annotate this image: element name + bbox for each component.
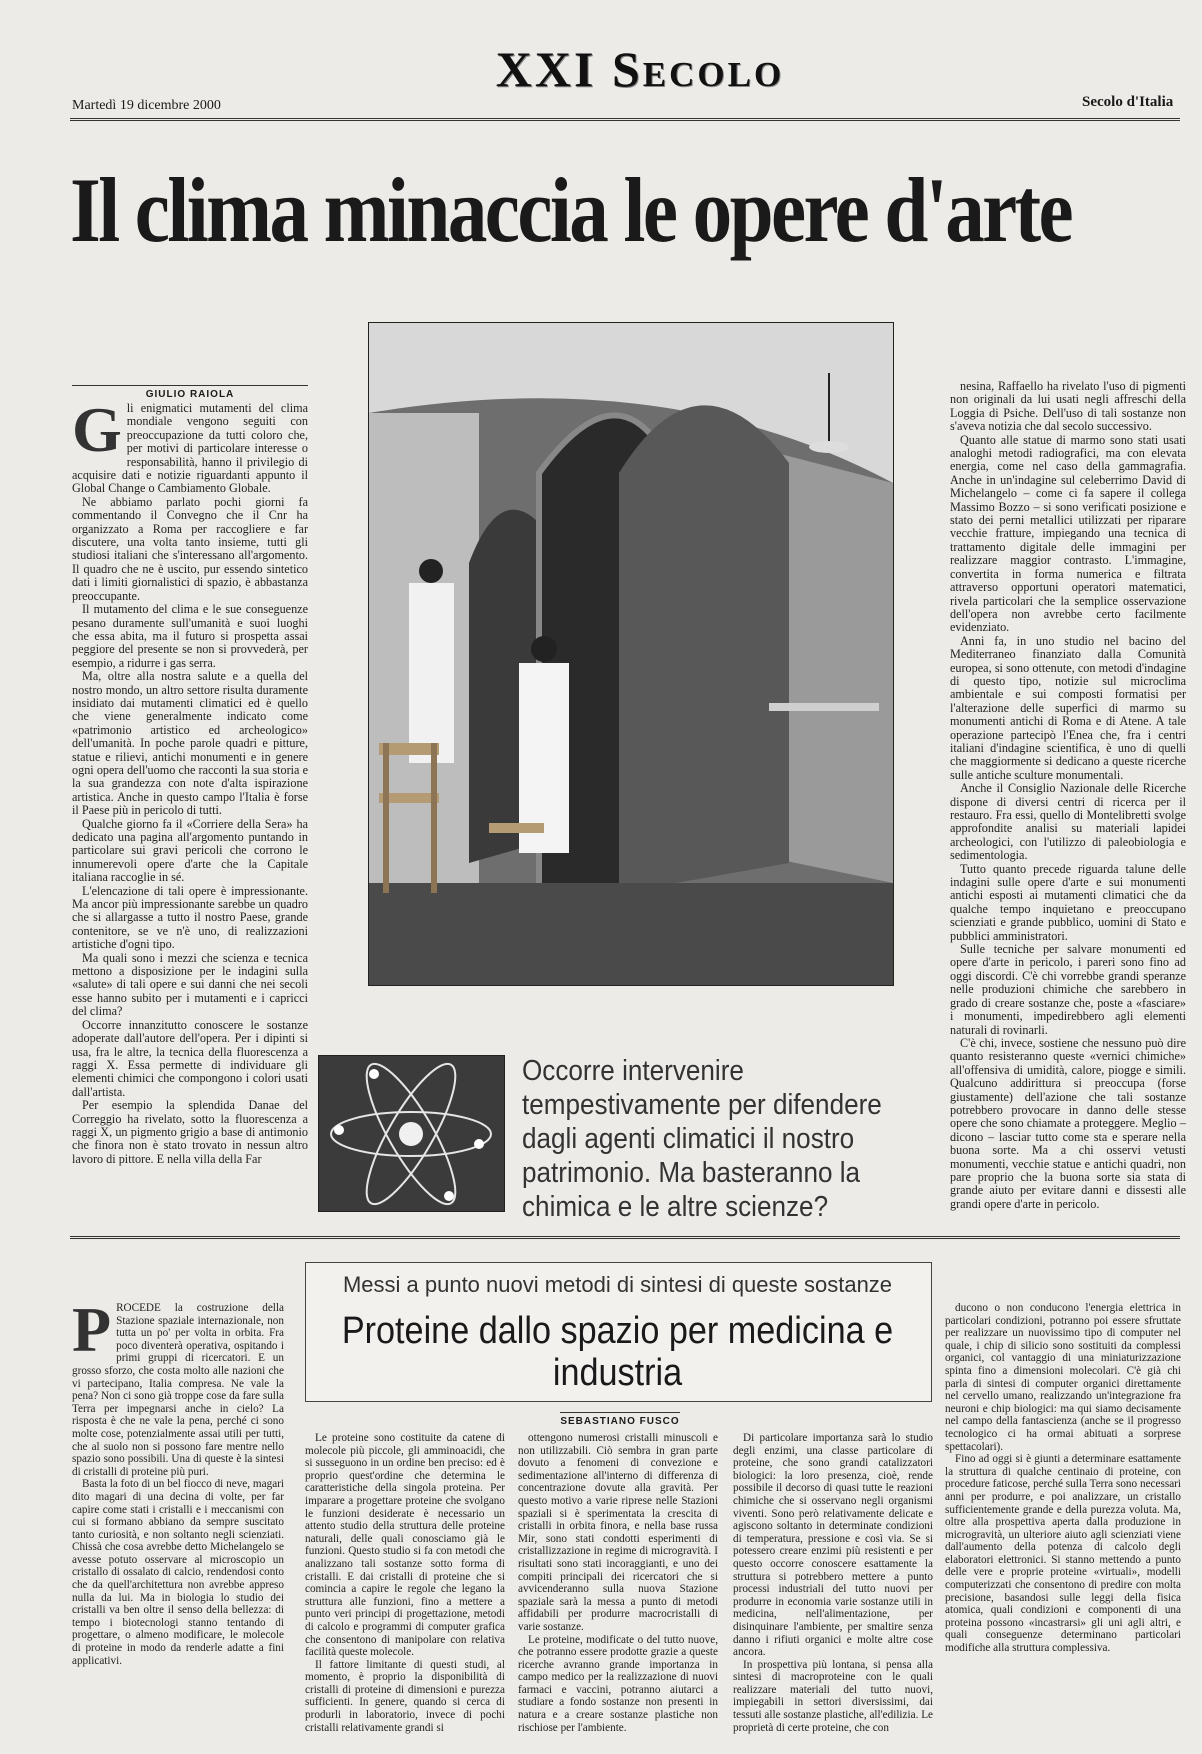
sidebar-column-5	[945, 1302, 1181, 1722]
paragraph: Anche il Consiglio Nazionale delle Ricerche dispone di diversi centri di ricerca per il restauro. Fra essi, quello di Montelibretti svolge approfondite analisi su materiali lapidei archeologici, con l'utilizzo di paleobiologia e sedimentologia.	[950, 781, 1186, 863]
sidebar-column-1	[72, 1294, 284, 1722]
sidebar-dropcap: P	[72, 1294, 112, 1365]
paragraph: Per esempio la splendida Danae del Correggio ha rivelato, sotto la fluorescenza a raggi X, un pigmento grigio a base di antimonio che finora non è stato trovato in nessun altro lavoro di pittore. E nella villa della Far	[72, 1098, 308, 1166]
dropcap: G	[72, 394, 122, 465]
masthead-rule	[70, 118, 1180, 121]
pull-quote: Occorre intervenire tempestivamente per difendere dagli agenti climatici il nostro patrimonio. Ma basteranno la chimica e le altre scienze?	[522, 1055, 882, 1223]
paragraph: Tutto quanto precede riguarda talune delle indagini sulle opere d'arte e sui monumenti antichi esposti ai mutamenti climatici che da qualche tempo inquietano e preoccupano scienziati e grande pubblico, uomini di Stato e pubblici amministratori.	[950, 861, 1186, 943]
paragraph: Ne abbiamo parlato pochi giorni fa commentando il Convegno che il Cnr ha organizzato a Roma per raccogliere e far discutere, una volta tanto insieme, tutti gli studiosi italiani che s'interessano all'argomento. Il quadro che ne è uscito, pur essendo sintetico dati i limiti giornalistici di spazio, è abbastanza preoccupante.	[72, 494, 308, 603]
sidebar-column-3	[518, 1432, 718, 1734]
paragraph: Basta la foto di un bel fiocco di neve, magari dito magari di una decina di volte, per far capire come stati i cristalli e i meccanismi con cui si formano abbiano da sempre suscitato tanto curiosità, e non soltanto negli scienziati. Chissà che cosa avrebbe detto Michelangelo se avesse potuto osservare al microscopio un cristallo di ossalato di calcio, rendendosi conto che da quell'architettura non avrebbe appreso nulla da lui. Ma in biologia lo studio dei cristalli va ben oltre il senso della bellezza: di tempo i biotecnologi stanno tentando di progettare, o almeno modificare, le molecole di proteine in modo da renderle adatte a fini applicativi.	[72, 1478, 284, 1667]
paper-name: Secolo d'Italia	[1082, 94, 1174, 110]
paragraph: Di particolare importanza sarà lo studio degli enzimi, una classe particolare di proteine, che sono grandi catalizzatori biologici: la loro presenza, cioè, rende possibile il decorso di quasi tutte le reazioni chimiche che si osservano negli organismi viventi. Sono però relativamente delicate e agiscono soltanto in determinate condizioni di temperatura, pressione e così via. Se si potessero creare enzimi più resistenti e per questo occorre conoscere esattamente la struttura si potrebbero mettere a punto processi industriali del tutto nuovi per produrre in economia varie sostanze utili in medicina, nell'alimentazione, per disinquinare l'ambiente, per smaltire senza danno i rifiuti organici e molte altre cose ancora.	[733, 1432, 933, 1659]
article-column-2	[950, 380, 1186, 1230]
sidebar-kicker: Messi a punto nuovi metodi di sintesi di queste sostanze	[342, 1272, 893, 1297]
paragraph: Qualche giorno fa il «Corriere della Sera» ha dedicato una pagina all'argomento puntando in particolare sui gravi pericoli che corrono le innumerevoli opere d'arte che la Capitale italiana raccoglie in sé.	[72, 816, 308, 885]
atom-illustration	[318, 1055, 505, 1212]
paragraph: Sulle tecniche per salvare monumenti ed opere d'arte in pericolo, i pareri sono fino ad oggi discordi. C'è chi vorrebbe grandi speranze nelle produzioni chimiche che sarebbero in grado di creare sostanze che, poste a «fasciare» i monumenti, impedirebbero agli elementi naturali di rovinarli.	[950, 942, 1186, 1037]
sidebar-title: Proteine dallo spazio per medicina e industria	[341, 1310, 894, 1394]
paragraph: Le proteine, modificate o del tutto nuove, che potranno essere prodotte grazie a queste ricerche avranno grande importanza in campo medico per la realizzazione di nuovi farmaci e vaccini, potranno aiutarci a studiare a fondo sostanze non presenti in natura e a creare sostanze plastiche non rischiose per l'ambiente.	[518, 1633, 718, 1734]
paragraph: L'elencazione di tali opere è impressionante. Ma ancor più impressionante sarebbe un quadro che si allargasse a tutto il nostro Paese, grande contenitore, se ve n'è uno, di realizzazioni artistiche d'ogni tipo.	[72, 883, 308, 952]
sidebar-byline: SEBASTIANO FUSCO	[560, 1412, 680, 1427]
paragraph: nesina, Raffaello ha rivelato l'uso di pigmenti non originali da lui usati negli affreschi della Loggia di Psiche. Dell'uso di tali sostanze non s'aveva notizia che dal secolo successivo.	[950, 379, 1186, 434]
atom-icon	[319, 1056, 504, 1211]
lab-photo	[368, 322, 894, 986]
section-divider	[70, 1236, 1180, 1239]
paragraph: Ma, oltre alla nostra salute e a quella del nostro mondo, un altro settore risulta duramente insidiato dai mutamenti climatici ed è quello che viene generalmente indicato come «patrimonio artistico ed archeologico» dell'umanità. In poche parole quadri e pitture, statue e rilievi, antichi monumenti e in genere ogni opera dell'uomo che racconti la sua storia e la sua grandezza con note d'alta ispirazione artistica. Anche in questo campo l'Italia è forse il Paese più in pericolo di tutti.	[72, 669, 308, 818]
lab-photo-illustration	[369, 323, 893, 985]
paragraph: C'è chi, invece, sostiene che nessuno può dire quanto resisteranno queste «vernici chimiche» all'offensiva di umidità, calore, piogge e simili. Qualcuno addirittura si preoccupa (forse giustamente) dell'azione che tali sostanze potrebbero provocare in danno delle stesse opere che sono chiamate a proteggere. Meglio – dicono – lasciar tutto come sta e sperare nella buona sorte. Ma a chi osservi vetusti monumenti, vecchie statue e antichi quadri, non pare proprio che la buona sorte sia stata di grande aiuto per evitare danni e dissesti alle grandi opere d'arte in pericolo.	[950, 1035, 1186, 1211]
paragraph: ottengono numerosi cristalli minuscoli e non utilizzabili. Ciò sembra in gran parte dovuto a fenomeni di convezione e sedimentazione all'interno di differenza di concentrazione dovute alla gravità. Per questo motivo a varie riprese nelle Stazioni spaziali si è sperimentata la crescita di cristalli in orbita finora, e nella base russa Mir, sono stati condotti esperimenti di cristallizzazione in regime di microgravità. I risultati sono stati incoraggianti, e uno dei compiti principali dei ricercatori che si avvicenderanno sulla nuova Stazione spaziale sarà la messa a punto di metodi affidabili per produrre macrocristalli di varie sostanze.	[518, 1432, 718, 1633]
section-title: XXI Secolo	[495, 41, 785, 97]
sidebar-column-2	[305, 1432, 505, 1734]
paragraph: li enigmatici mutamenti del clima mondiale vengono seguiti con preoccupazione da tutti coloro che, per motivi di particolare interesse o responsabilità, hanno il privilegio di acquisire dati e notizie riguardanti appunto il Global Change o Cambiamento Globale.	[72, 401, 308, 496]
paragraph: ROCEDE la costruzione della Stazione spaziale internazionale, non tutta un po' per volta in orbita. Fra poco diventerà operativa, ospitando i primi gruppi di ricercatori. E un grosso sforzo, che costa molto alle nazioni che vi partecipano, Italia compresa. Ne vale la pena? Non ci sono già troppe cose da fare sulla Terra per impegnarsi anche in cielo? La risposta è che ne vale la pena, perché ci sono molte cose, potenzialmente assai utili per tutti, che al suolo non si possono fare mentre nello spazio sono possibili. Una di queste è la sintesi di cristalli di proteine più puri.	[72, 1302, 284, 1478]
headline: Il clima minaccia le opere d'arte	[70, 159, 1072, 261]
paragraph: Le proteine sono costituite da catene di molecole più piccole, gli amminoacidi, che si susseguono in un ordine ben preciso: ed è proprio quest'ordine che determina le caratteristiche della singola proteina. Per imparare a progettare proteine che svolgano le funzioni desiderate è necessario un attento studio della struttura delle proteine naturali, delle quali conosciamo già le funzioni. Questo studio si fa con metodi che analizzano tali sostanze sotto forma di cristalli. E dai cristalli di proteine che si comincia a capire le regole che legano la struttura alle funzioni, fino a mettere a punto veri principi di progettazione, metodi di calcolo e programmi di computer grafica che consentono di manipolare con relativa facilità queste molecole.	[305, 1432, 505, 1659]
paragraph: Occorre innanzitutto conoscere le sostanze adoperate dall'autore dell'opera. Per i dipinti si usa, fra le altre, la tecnica della fluorescenza a raggi X. Essa permette di individuare gli elementi chimici che compongono i colori usati dall'artista.	[72, 1017, 308, 1099]
paragraph: Quanto alle statue di marmo sono stati usati analoghi metodi radiografici, ma con elevata energia, come nel caso della gammagrafia. Anche in un'indagine sul celeberrimo David di Michelangelo – come ci fa sapere il collega Massimo Bozzo – si sono verificati posizione e stato dei perni metallici utilizzati per riparare vecchie fratture, impiegando una tecnica di trattamento digitale delle immagini per realizzare maggior contrasto. L'immagine, convertita in forma numerica e filtrata attraverso opportuni operatori matematici, rivela particolari che la semplice osservazione dell'opera non avrebbe certo facilmente evidenziato.	[950, 432, 1186, 635]
paragraph: In prospettiva più lontana, si pensa alla sintesi di macroproteine con le quali realizzare materiali del tutto nuovi, impiegabili in settori diversissimi, dai tessuti alle sostanze plastiche, all'edilizia. Le proprietà di certe proteine, che con	[733, 1658, 933, 1734]
paragraph: ducono o non conducono l'energia elettrica in particolari condizioni, potranno poi essere sfruttate per realizzare un nuovissimo tipo di computer nel quale, i chip di silicio sono sostituiti da complessi organici, col vantaggio di una miniaturizzazione spinta fino a dimensioni molecolari. C'è già chi parla di sintesi di computer organici direttamente nel cervello umano, realizzando un'integrazione fra neuroni e chip biologici: ma qui siamo decisamente nel campo della fantascienza (anche se il progresso tecnologico ci ha ormai abituati a sorprese spettacolari).	[945, 1302, 1181, 1453]
paragraph: Anni fa, in uno studio nel bacino del Mediterraneo finanziato dalla Comunità europea, si sono ottenute, con metodi d'indagine di questo tipo, notizie sul microclima ambientale e sui composti formatisi per l'alterazione delle superfici di marmo su monumenti antichi di Roma e di Atene. A tale operazione partecipò l'Enea che, fra i centri italiani d'indagine scientifica, è uno di quelli che maggiormente si dedicano a queste ricerche sulle antiche sculture monumentali.	[950, 633, 1186, 782]
issue-date: Martedì 19 dicembre 2000	[72, 98, 221, 113]
paragraph: Fino ad oggi si è giunti a determinare esattamente la struttura di qualche centinaio di proteine, con procedure faticose, perché sulla Terra sono necessari anni per produrre, e poi analizzare, un cristallo sufficientemente grande e della purezza voluta. Ma, oltre alla prospettiva aperta dalla produzione in microgravità, un ulteriore aiuto agli scienziati viene dall'aumento della potenza di calcolo degli elaboratori elettronici. Si stanno mettendo a punto delle vere e proprie proteine «virtuali», modelli computerizzati che consentono di predire con molta precisione, basandosi sulle leggi della fisica atomica, quali condizioni e componenti di una proteina possono «incastrarsi» gli uni agli altri, e quali conseguenze determinano particolari modifiche alla struttura complessiva.	[945, 1453, 1181, 1655]
sidebar-column-4	[733, 1432, 933, 1734]
paragraph: Ma quali sono i mezzi che scienza e tecnica mettono a disposizione per le indagini sulla «salute» di tali opere e sui danni che nei secoli esse hanno subito per i mutamenti e i capricci del clima?	[72, 950, 308, 1019]
paragraph: Il mutamento del clima e le sue conseguenze pesano duramente sull'umanità e suoi luoghi che essa abita, ma il futuro si prospetta assai peggiore del presente se non si provvederà, per esempio, a ridurre i gas serra.	[72, 602, 308, 670]
article-byline: GIULIO RAIOLA	[72, 385, 308, 400]
paragraph: Il fattore limitante di questi studi, al momento, è proprio la disponibilità di cristalli di proteine di dimensioni e purezza sufficienti. In genere, quando si cerca di produrli in laboratorio, invece di pochi cristalli relativamente grandi si	[305, 1658, 505, 1734]
